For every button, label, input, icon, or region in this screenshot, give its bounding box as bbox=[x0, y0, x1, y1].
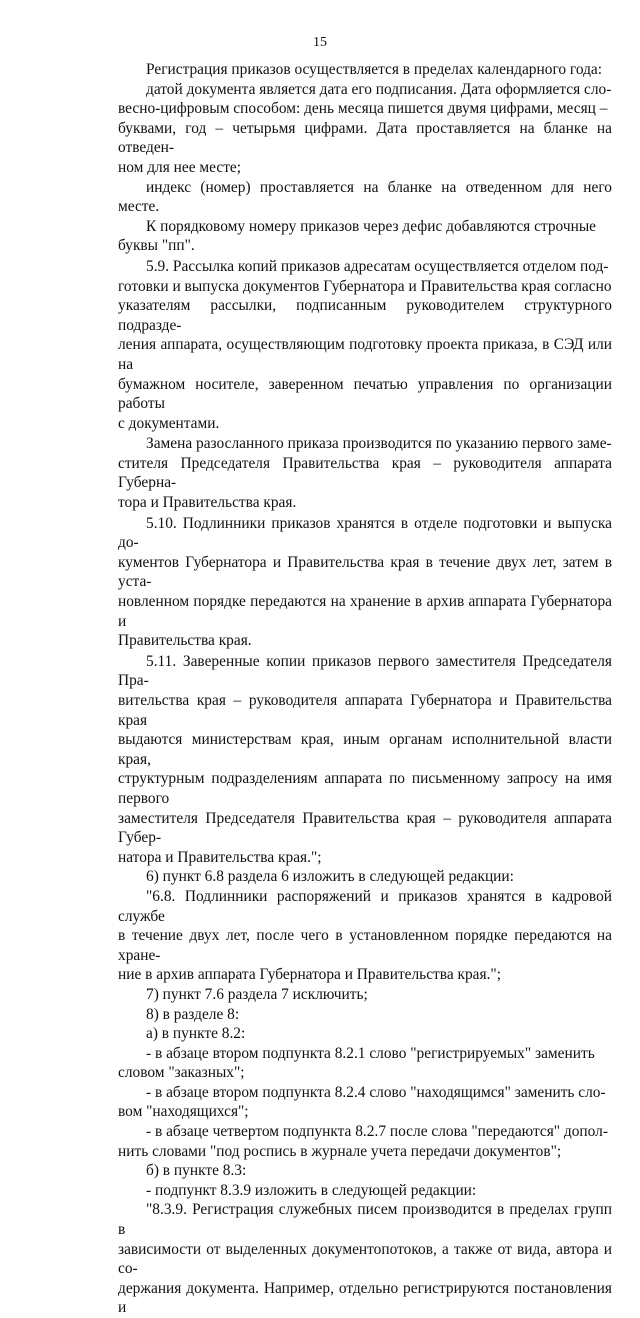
paragraph-item-8-a: а) в пункте 8.2: bbox=[146, 1025, 246, 1043]
paragraph-item-7: 7) пункт 7.6 раздела 7 исключить; bbox=[146, 985, 368, 1003]
document-body bbox=[118, 60, 612, 1318]
paragraph-5-10: 5.10. Подлинники приказов хранятся в отделе подготовки и выпуска до- кументов Губернатора и Правительства края в течение двух лет, затем в уста- новленном порядке передаются на хранение в архив аппарата Губернатора и Правительства края. bbox=[118, 514, 612, 650]
paragraph-item-8-b: б) в пункте 8.3: bbox=[146, 1162, 247, 1180]
paragraph-item-6: 6) пункт 6.8 раздела 6 изложить в следующей редакции: bbox=[146, 868, 514, 886]
paragraph-document-date: датой документа является дата его подписания. Дата оформляется сло- весно-цифровым способом: день месяца пишется двумя цифрами, месяц – буквами, год – четырьмя цифрами. Дата проставляется на бланке на отведен- ном для нее месте; bbox=[118, 80, 612, 176]
paragraph-item-8: 8) в разделе 8: bbox=[146, 1005, 240, 1023]
paragraph-5-11: 5.11. Заверенные копии приказов первого заместителя Председателя Пра- вительства края – руководителя аппарата Губернатора и Правительства края выдаются министерствам края, иным органам исполнительной власти края, структурным подразделениям аппарата по письменному запросу на имя первого заместителя Председателя Правительства края – руководителя аппарата Губер- натора и Правительства края."; bbox=[118, 652, 612, 866]
page-number: 15 bbox=[313, 35, 327, 50]
paragraph-5-9: 5.9. Рассылка копий приказов адресатам осуществляется отделом под- готовки и выпуска документов Губернатора и Правительства края согласно указателям рассылки, подписанным руководителем структурного подразде- ления аппарата, осуществляющим подготовку проекта приказа, в СЭД или на бумажном носителе, заверенном печатью управления по организации работы с документами. bbox=[118, 257, 612, 432]
paragraph-6-8: "6.8. Подлинники распоряжений и приказов хранятся в кадровой службе в течение двух лет, после чего в установленном порядке передаются на хране- ние в архив аппарата Губернатора и Правительства края."; bbox=[118, 887, 612, 984]
paragraph-8-3-9: "8.3.9. Регистрация служебных писем производится в пределах групп в зависимости от выделенных документопотоков, а также от вида, автора и со- держания документа. Например, отдельно регистрируются постановления и bbox=[118, 1201, 612, 1317]
paragraph-8-3-9-intro: - подпункт 8.3.9 изложить в следующей редакции: bbox=[146, 1181, 477, 1199]
paragraph-registration-year: Регистрация приказов осуществляется в пределах календарного года: bbox=[146, 61, 603, 78]
paragraph-8-2-7: - в абзаце четвертом подпункта 8.2.7 после слова "передаются" допол- нить словами "под роспись в журнале учета передачи документов"; bbox=[118, 1123, 608, 1160]
paragraph-suffix-letters: К порядковому номеру приказов через дефис добавляются строчные буквы "пп". bbox=[118, 217, 596, 255]
paragraph-8-2-1: - в абзаце втором подпункта 8.2.1 слово "регистрируемых" заменить словом "заказных"; bbox=[118, 1044, 595, 1082]
paragraph-8-2-4: - в абзаце втором подпункта 8.2.4 слово "находящимся" заменить сло- вом "находящихся"; bbox=[118, 1083, 606, 1121]
paragraph-replacement: Замена разосланного приказа производится по указанию первого заме- стителя Председателя Правительства края – руководителя аппарата Губерна- тора и Правительства края. bbox=[118, 435, 612, 512]
paragraph-index-number: индекс (номер) проставляется на бланке на отведенном для него месте. bbox=[118, 178, 612, 216]
